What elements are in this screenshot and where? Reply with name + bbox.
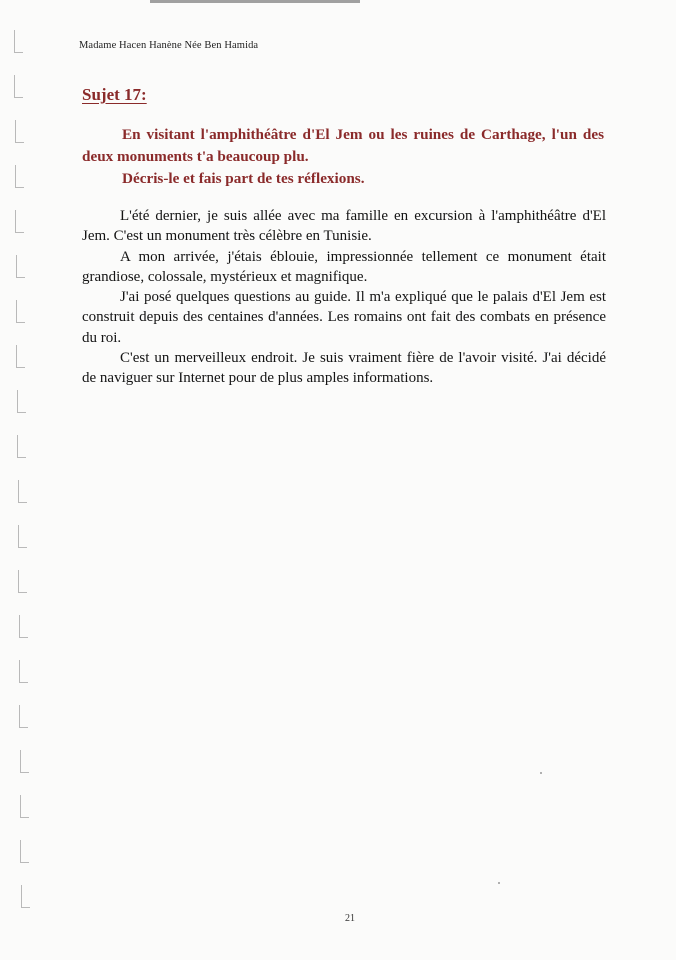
essay-paragraph-1: L'été dernier, je suis allée avec ma famille en excursion à l'amphithéâtre d'El Jem. C'est un monument très célèbre en Tunisie. bbox=[82, 208, 606, 245]
margin-mark bbox=[15, 165, 24, 188]
margin-mark bbox=[16, 300, 25, 323]
margin-mark bbox=[21, 885, 30, 908]
margin-mark bbox=[17, 390, 26, 413]
margin-mark bbox=[19, 660, 28, 683]
essay-paragraph-2: A mon arrivée, j'étais éblouie, impressionnée tellement ce monument était grandiose, colossale, mystérieux et magnifique. bbox=[82, 248, 606, 285]
margin-mark bbox=[19, 615, 28, 638]
margin-mark bbox=[17, 435, 26, 458]
margin-mark bbox=[18, 480, 27, 503]
margin-mark bbox=[20, 750, 29, 773]
page-header-author: Madame Hacen Hanène Née Ben Hamida bbox=[79, 40, 259, 51]
top-edge-line bbox=[150, 0, 360, 3]
paper-speck bbox=[498, 882, 500, 884]
paper-speck bbox=[540, 772, 542, 774]
margin-mark bbox=[16, 345, 25, 368]
margin-mark bbox=[20, 840, 29, 863]
margin-mark bbox=[18, 570, 27, 593]
margin-mark bbox=[15, 120, 24, 143]
essay-paragraph-4: C'est un merveilleux endroit. Je suis vraiment fière de l'avoir visité. J'ai décidé de naviguer sur Internet pour de plus amples informations. bbox=[82, 350, 606, 387]
essay-body bbox=[82, 206, 606, 389]
margin-mark bbox=[15, 210, 24, 233]
prompt-line-2: Décris-le et fais part de tes réflexions. bbox=[122, 170, 365, 187]
essay-paragraph-3: J'ai posé quelques questions au guide. Il m'a expliqué que le palais d'El Jem est construit depuis des centaines d'années. Les romains ont fait des combats en présence du roi. bbox=[82, 289, 606, 346]
subject-title: Sujet 17: bbox=[82, 85, 147, 104]
page-number: 21 bbox=[345, 913, 355, 924]
margin-mark bbox=[14, 30, 23, 53]
subject-prompt bbox=[82, 124, 604, 190]
margin-mark bbox=[19, 705, 28, 728]
margin-mark bbox=[20, 795, 29, 818]
margin-mark bbox=[18, 525, 27, 548]
binder-margin-marks bbox=[14, 30, 32, 930]
margin-mark bbox=[16, 255, 25, 278]
prompt-line-1: En visitant l'amphithéâtre d'El Jem ou les ruines de Carthage, l'un des deux monuments t'a beaucoup plu. bbox=[82, 126, 604, 165]
margin-mark bbox=[14, 75, 23, 98]
